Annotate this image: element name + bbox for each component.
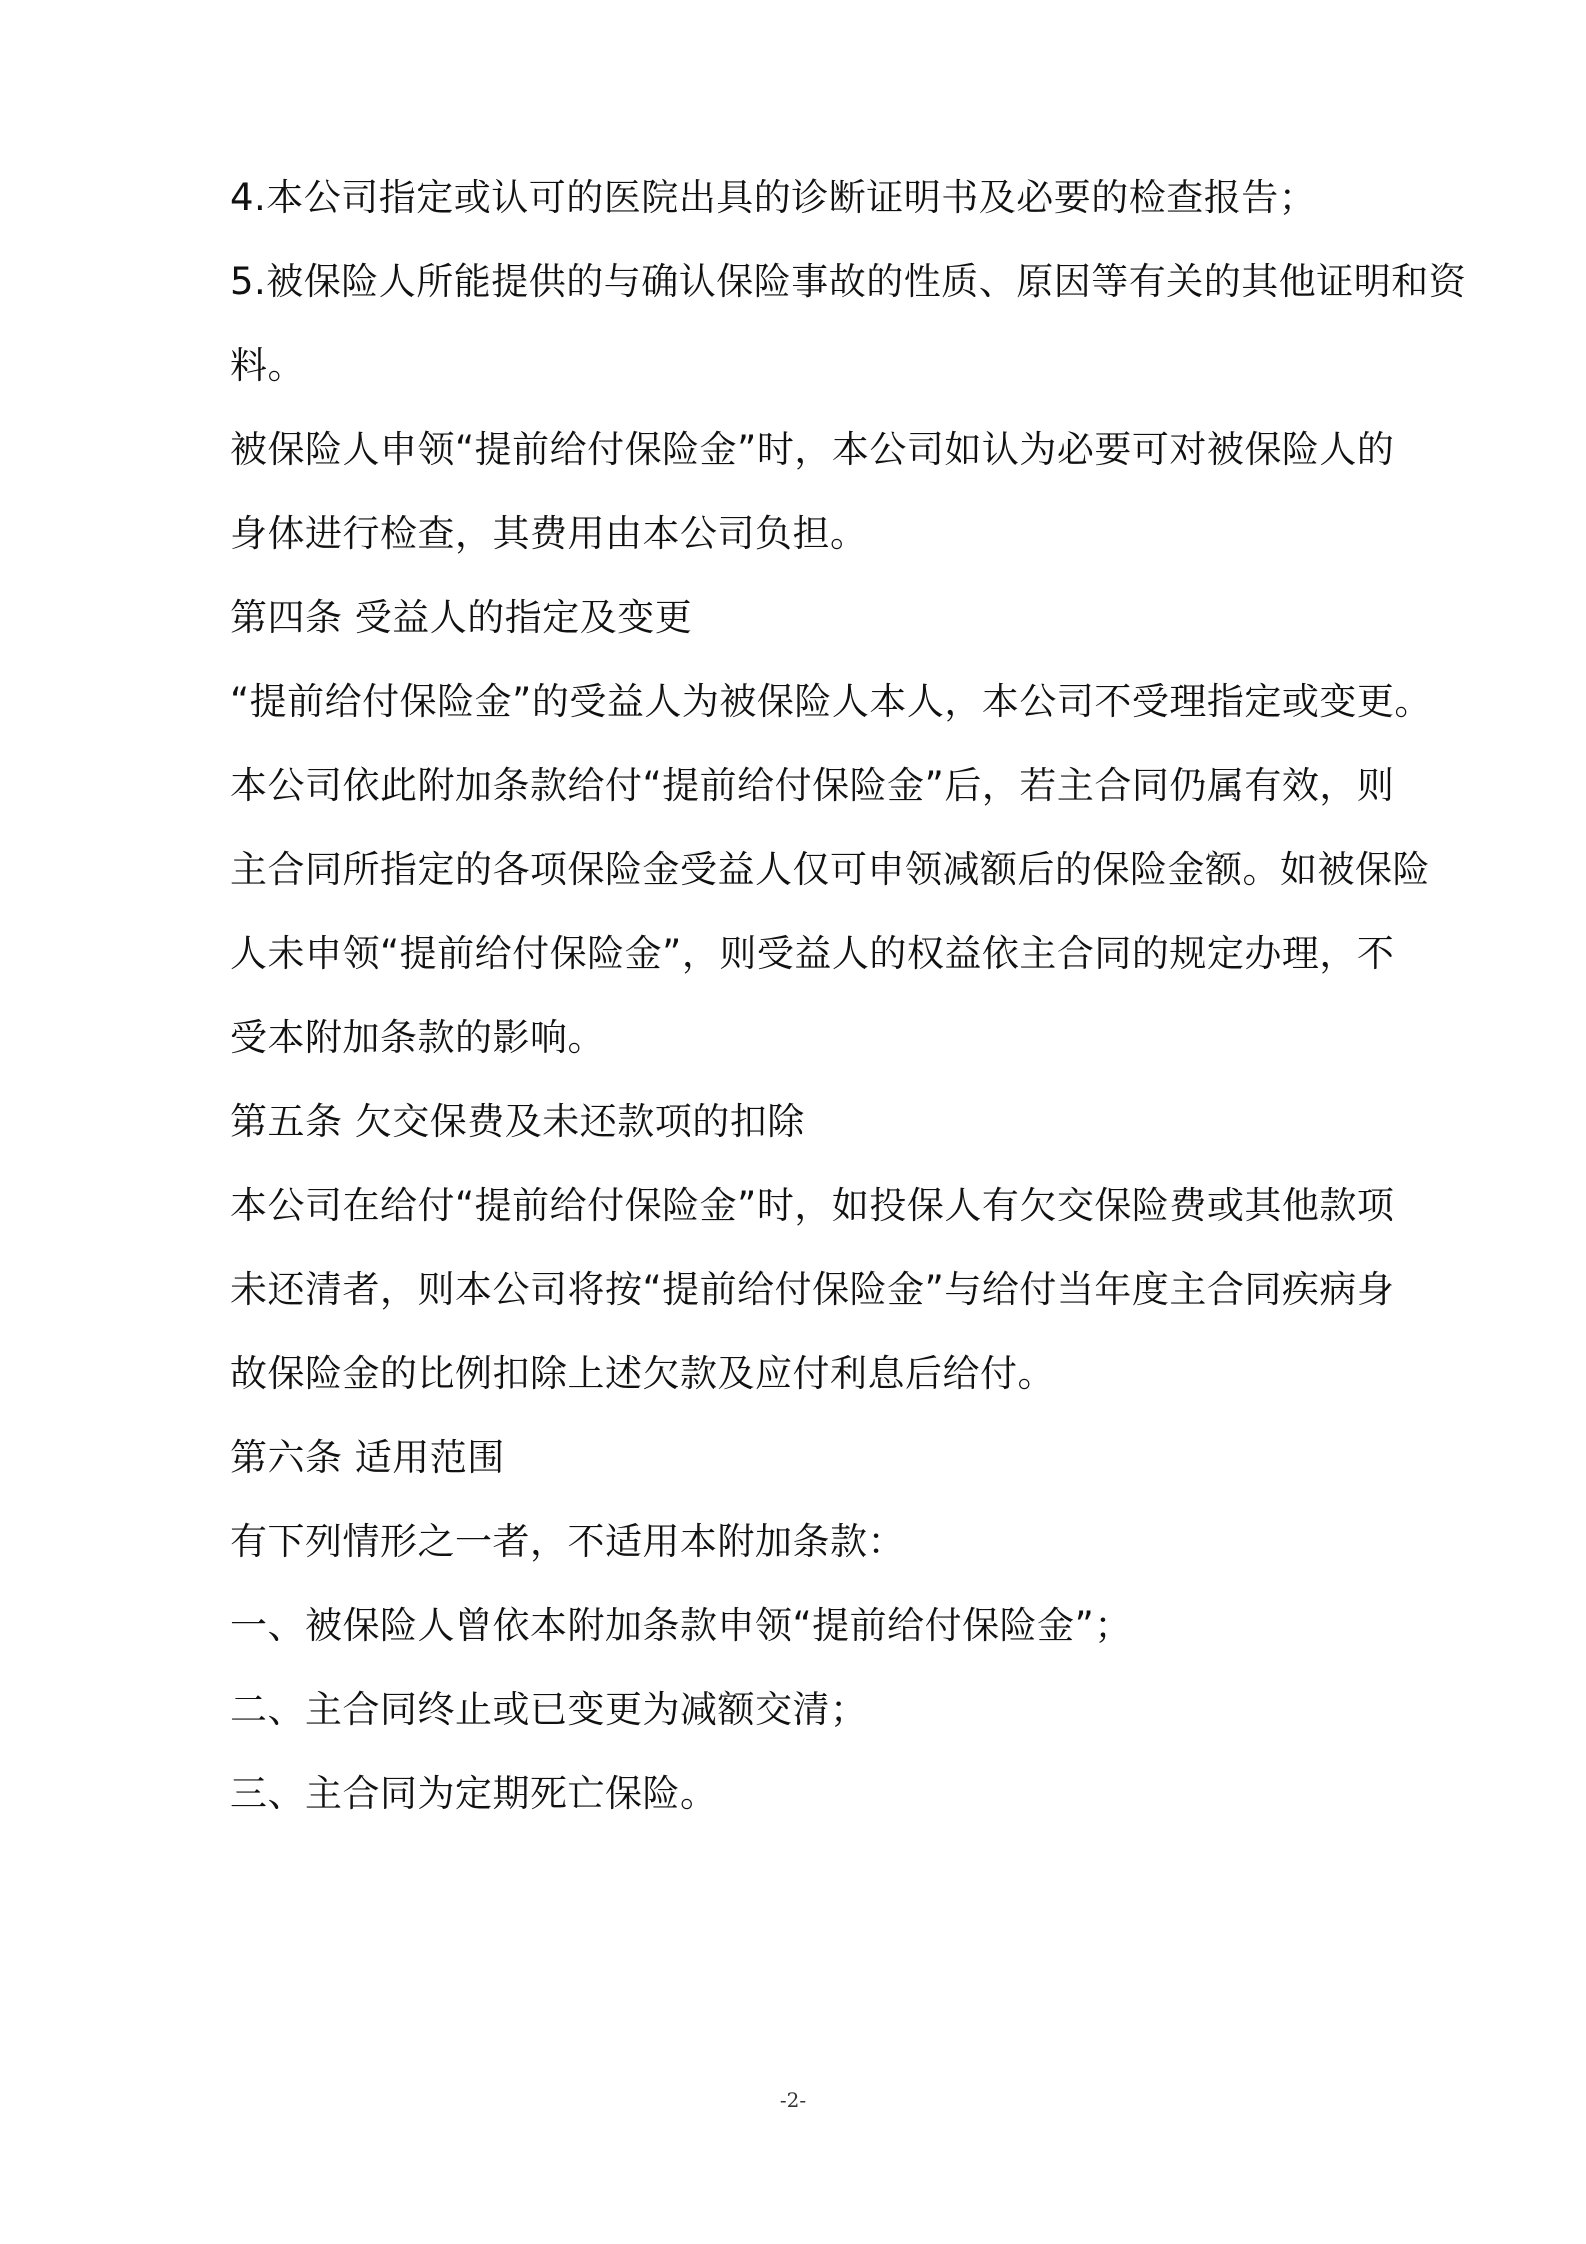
page-number: -2- — [779, 2088, 807, 2112]
beneficiary-paragraph-line-3: 主合同所指定的各项保险金受益人仅可申领减额后的保险金额。如被保险 — [230, 848, 1430, 891]
article-6-heading: 第六条 适用范围 — [230, 1436, 505, 1479]
medical-examination-paragraph: 被保险人申领“提前给付保险金”时，本公司如认为必要可对被保险人的 — [230, 428, 1395, 471]
article-4-heading: 第四条 受益人的指定及变更 — [230, 596, 693, 639]
beneficiary-paragraph: “提前给付保险金”的受益人为被保险人本人，本公司不受理指定或变更。 — [230, 680, 1432, 723]
beneficiary-paragraph-line-4: 人未申领“提前给付保险金”，则受益人的权益依主合同的规定办理，不 — [230, 932, 1395, 975]
document-body — [230, 156, 1467, 1836]
beneficiary-paragraph-line-2: 本公司依此附加条款给付“提前给付保险金”后，若主合同仍属有效，则 — [230, 764, 1395, 807]
deduction-paragraph-line-3: 故保险金的比例扣除上述欠款及应付利息后给付。 — [230, 1352, 1055, 1395]
claim-document-item-5-continued: 料。 — [230, 344, 305, 387]
claim-document-item-5: 5.被保险人所能提供的与确认保险事故的性质、原因等有关的其他证明和资 — [230, 260, 1467, 303]
scope-item-1: 一、被保险人曾依本附加条款申领“提前给付保险金”； — [230, 1604, 1132, 1647]
article-5-heading: 第五条 欠交保费及未还款项的扣除 — [230, 1100, 805, 1143]
scope-item-3: 三、主合同为定期死亡保险。 — [230, 1772, 718, 1815]
scope-intro: 有下列情形之一者，不适用本附加条款： — [230, 1520, 905, 1563]
deduction-paragraph-line-2: 未还清者，则本公司将按“提前给付保险金”与给付当年度主合同疾病身 — [230, 1268, 1395, 1311]
beneficiary-paragraph-line-5: 受本附加条款的影响。 — [230, 1016, 605, 1059]
medical-examination-paragraph-continued: 身体进行检查，其费用由本公司负担。 — [230, 512, 868, 555]
deduction-paragraph: 本公司在给付“提前给付保险金”时，如投保人有欠交保险费或其他款项 — [230, 1184, 1395, 1227]
scope-item-2: 二、主合同终止或已变更为减额交清； — [230, 1688, 868, 1731]
claim-document-item-4: 4.本公司指定或认可的医院出具的诊断证明书及必要的检查报告； — [230, 176, 1317, 219]
